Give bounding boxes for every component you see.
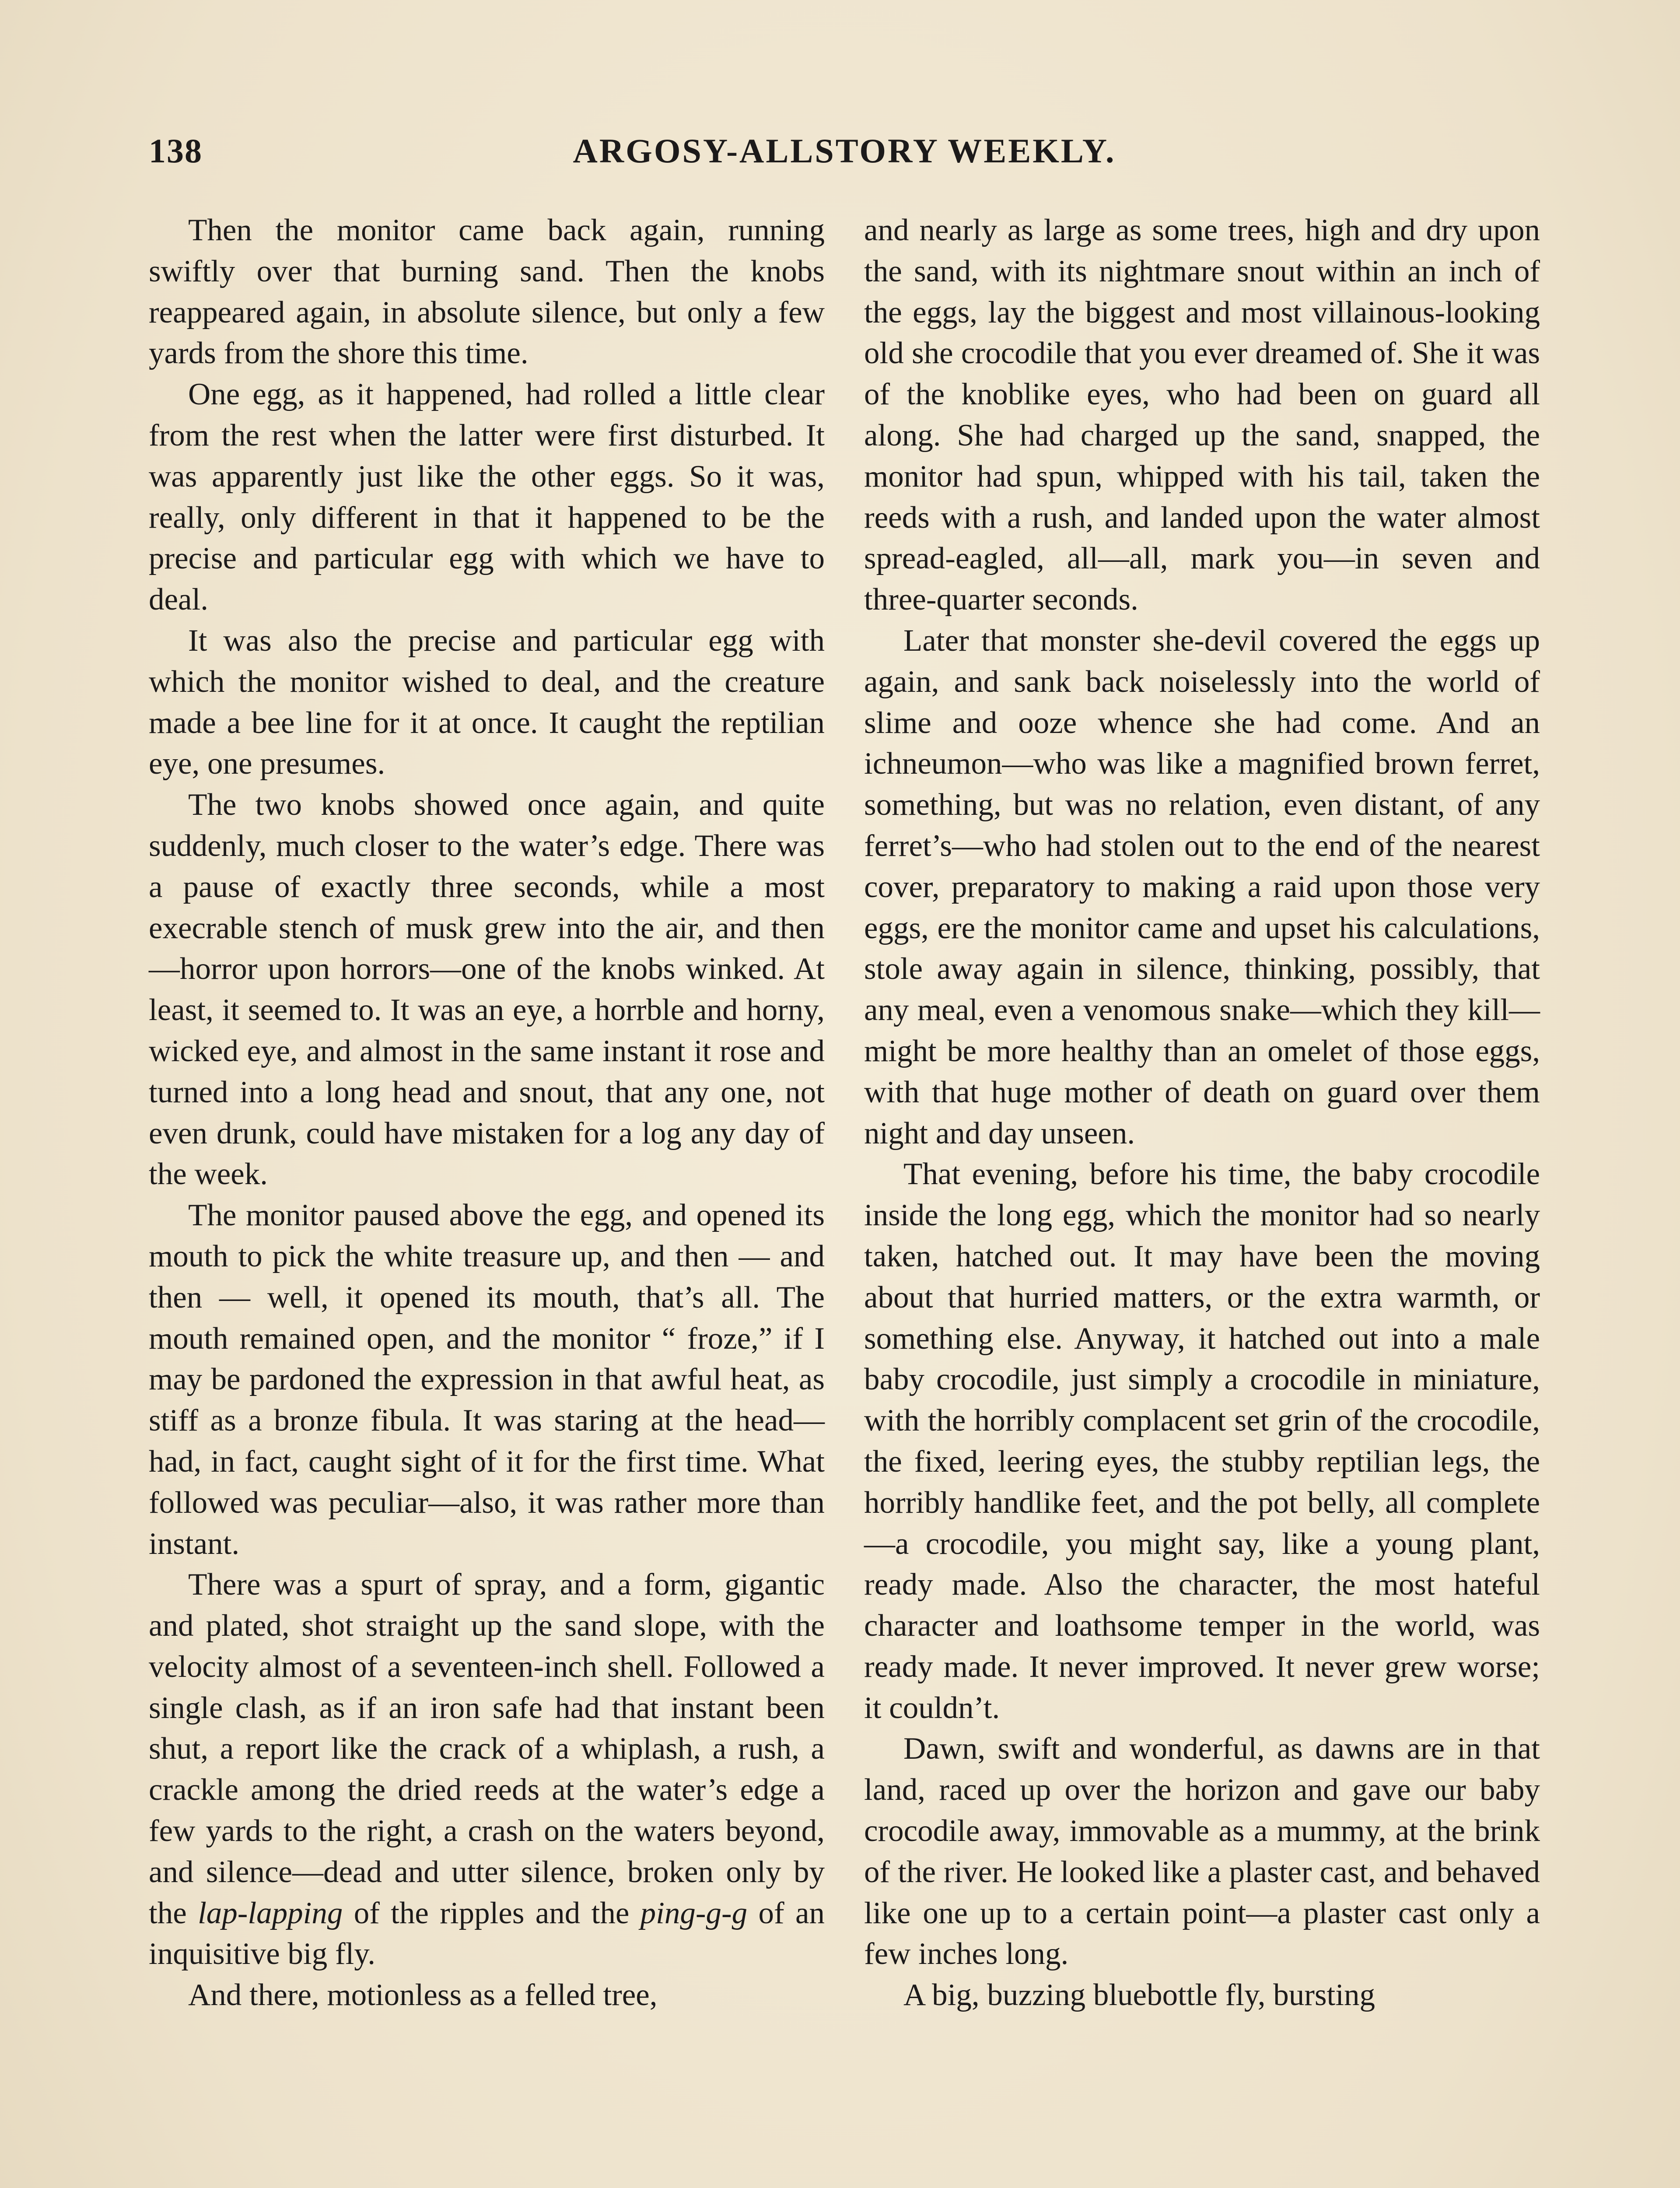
italic-text: ping-g-g [640, 1896, 748, 1930]
text-run: That evening, before his time, the baby crocodile inside the long egg, which the monitor had so nearly taken, hatched out. It may have been the moving about that hurried matters, or the extra warmth, or something else. Anyway, it hatched out into a male baby crocodile, just simply a crocodile in miniature, with the horribly complacent set grin of the crocodile, the fixed, leering eyes, the stubby reptilian legs, the horribly handlike feet, and the pot belly, all complete—a crocodile, you might say, like a young plant, ready made. Also the character, the most hateful character and loathsome temper in the world, was ready made. It never improved. It never grew worse; it couldn’t. [864, 1157, 1540, 1725]
page-header [149, 131, 1540, 184]
paragraph [864, 1729, 1540, 1975]
text-run: A big, buzzing bluebottle fly, bursting [903, 1978, 1376, 2013]
paragraph [864, 210, 1540, 621]
paragraph [149, 621, 825, 785]
text-run: and nearly as large as some trees, high and dry upon the sand, with its nightmare snout within an inch of the eggs, lay the biggest and most villainous-looking old she crocodile that you ever dreamed of. She it was of the knoblike eyes, who had been on guard all along. She had charged up the sand, snapped, the monitor had spun, whipped with his tail, taken the reeds with a rush, and landed upon the water almost spread-eagled, all—all, mark you—in seven and three-quarter seconds. [864, 213, 1540, 617]
text-run: of an inquisitive big fly. [149, 1896, 825, 1971]
paragraph [864, 1975, 1540, 2016]
text-run: Later that monster she-devil covered the eggs up again, and sank back noiselessly into the world of slime and ooze whence she had come. And an ichneumon—who was like a magnified brown ferret, something, but was no relation, even distant, of any ferret’s—who had stolen out to the end of the nearest cover, preparatory to making a raid upon those very eggs, ere the monitor came and upset his calculations, stole away again in silence, thinking, possibly, that any meal, even a venomous snake—which they kill—might be more healthy than an omelet of those eggs, with that huge mother of death on guard over them night and day unseen. [864, 623, 1540, 1150]
text-run: Dawn, swift and wonderful, as dawns are in that land, raced up over the horizon and gave our baby crocodile away, immovable as a mummy, at the brink of the river. He looked like a plaster cast, and behaved like one up to a certain point—a plaster cast only a few inches long. [864, 1732, 1540, 1971]
text-run: There was a spurt of spray, and a form, gigantic and plated, shot straight up the sand slope, with the velocity almost of a seventeen-inch shell. Followed a single clash, as if an iron safe had that instant been shut, a report like the crack of a whiplash, a rush, a crackle among the dried reeds at the water’s edge a few yards to the right, a crash on the waters beyond, and silence—dead and utter silence, broken only by the [149, 1567, 825, 1930]
text-run: of the ripples and the [343, 1896, 640, 1930]
paragraph [149, 210, 825, 374]
paragraph [149, 374, 825, 621]
text-run: It was also the precise and particular egg with which the monitor wished to deal, and the creature made a bee line for it at once. It caught the reptilian eye, one presumes. [149, 623, 825, 781]
paragraph [864, 1154, 1540, 1729]
italic-text: lap-lapping [198, 1896, 343, 1930]
paragraph [149, 785, 825, 1195]
text-run: The monitor paused above the egg, and opened its mouth to pick the white treasure up, and then — and then — well, it opened its mouth, that’s all. The mouth remained open, and the monitor “ froze,” if I may be pardoned the expression in that awful heat, as stiff as a bronze fibula. It was staring at the head—had, in fact, caught sight of it for the first time. What followed was peculiar—also, it was rather more than instant. [149, 1198, 825, 1561]
paragraph [149, 1195, 825, 1564]
paragraph [149, 1564, 825, 1975]
left-text-column [149, 210, 825, 2016]
paragraph [864, 621, 1540, 1154]
paragraph [149, 1975, 825, 2016]
right-text-column [864, 210, 1540, 2016]
text-run: Then the monitor came back again, running swiftly over that burning sand. Then the knobs reappeared again, in absolute silence, but only a few yards from the shore this time. [149, 213, 825, 371]
page-number: 138 [149, 132, 203, 170]
running-head: ARGOSY-ALLSTORY WEEKLY. [573, 132, 1116, 170]
text-run: And there, motionless as a felled tree, [188, 1978, 658, 2013]
text-run: The two knobs showed once again, and quite suddenly, much closer to the water’s edge. There was a pause of exactly three seconds, while a most execrable stench of musk grew into the air, and then—horror upon horrors—one of the knobs winked. At least, it seemed to. It was an eye, a horrble and horny, wicked eye, and almost in the same instant it rose and turned into a long head and snout, that any one, not even drunk, could have mistaken for a log any day of the week. [149, 788, 825, 1192]
text-run: One egg, as it happened, had rolled a little clear from the rest when the latter were first disturbed. It was apparently just like the other eggs. So it was, really, only different in that it happened to be the precise and particular egg with which we have to deal. [149, 377, 825, 617]
